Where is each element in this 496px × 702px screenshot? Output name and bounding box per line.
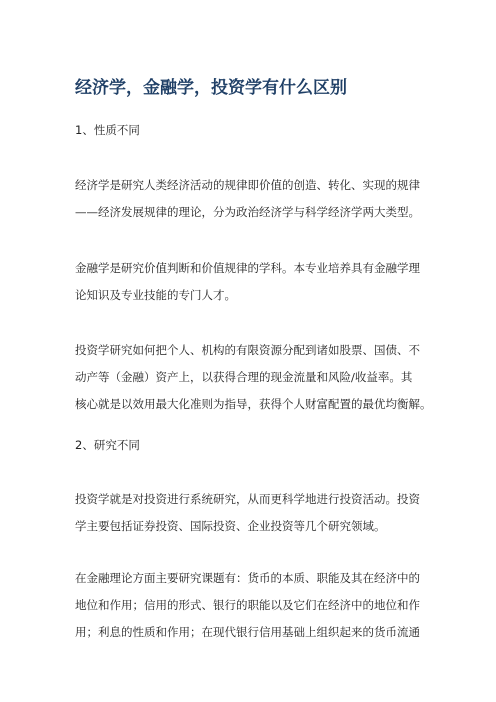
paragraph-line: ——经济发展规律的理论，分为政治经济学与科学经济学两大类型。 (75, 205, 420, 219)
paragraph-line: 经济学是研究人类经济活动的规律即价值的创造、转化、实现的规律 (75, 178, 420, 192)
document-title: 经济学，金融学，投资学有什么区别 (75, 78, 347, 98)
paragraph-line: 学主要包括证券投资、国际投资、企业投资等几个研究领域。 (75, 519, 386, 533)
paragraph-line: 地位和作用；信用的形式、银行的职能以及它们在经济中的地位和作 (75, 598, 420, 612)
paragraph-line: 金融学是研究价值判断和价值规律的学科。本专业培养具有金融学理 (75, 261, 420, 275)
paragraph-economics (75, 172, 435, 226)
paragraph-investment-research (75, 486, 435, 540)
section-heading-2: 2、研究不同 (75, 438, 140, 452)
paragraph-line: 投资学研究如何把个人、机构的有限资源分配到诸如股票、国债、不 (75, 343, 420, 357)
paragraph-line: 动产等（金融）资产上，以获得合理的现金流量和风险/收益率。其 (75, 370, 413, 384)
paragraph-finance-theory (75, 565, 435, 646)
section-heading-1: 1、性质不同 (75, 123, 140, 137)
paragraph-line: 在金融理论方面主要研究课题有：货币的本质、职能及其在经济中的 (75, 571, 420, 585)
paragraph-finance (75, 255, 435, 309)
paragraph-investment (75, 337, 435, 418)
paragraph-line: 论知识及专业技能的专门人才。 (75, 288, 236, 302)
paragraph-line: 投资学就是对投资进行系统研究，从而更科学地进行投资活动。投资 (75, 492, 420, 506)
paragraph-line: 用；利息的性质和作用；在现代银行信用基础上组织起来的货币流通 (75, 625, 420, 639)
paragraph-line: 核心就是以效用最大化准则为指导，获得个人财富配置的最优均衡解。 (75, 397, 432, 411)
